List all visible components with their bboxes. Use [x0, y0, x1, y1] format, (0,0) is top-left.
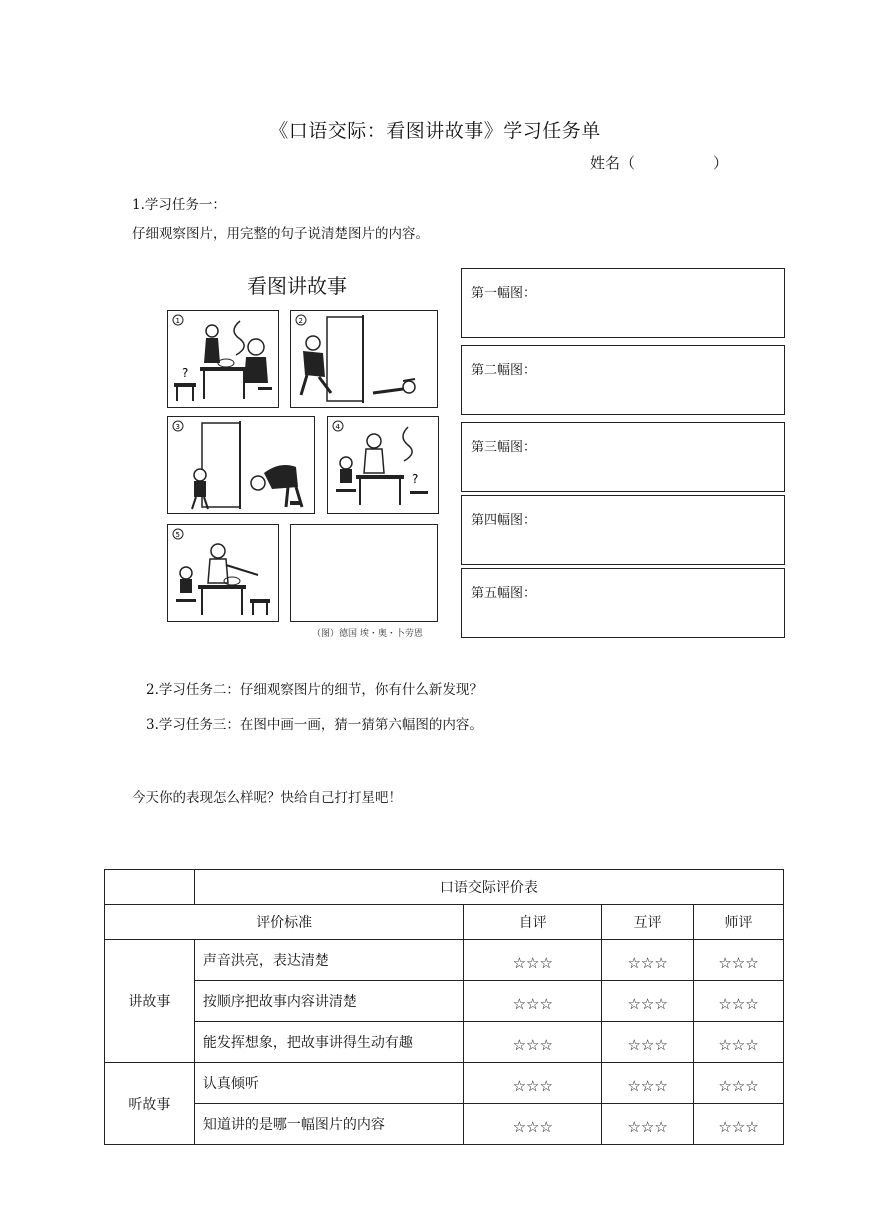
- comic-panel-5-drawing: [168, 525, 278, 621]
- star-rating-self[interactable]: ☆☆☆: [464, 1063, 602, 1104]
- star-rating-teacher[interactable]: ☆☆☆: [694, 1104, 784, 1145]
- comic-panel-5: [167, 524, 279, 622]
- comic-panel-1-drawing: [168, 311, 278, 407]
- table-row: [105, 1022, 784, 1063]
- answer-box-5-label: 第五幅图：: [471, 586, 537, 601]
- star-rating-peer[interactable]: ☆☆☆: [602, 940, 694, 981]
- task3-text: 3.学习任务三：在图中画一画，猜一猜第六幅图的内容。: [146, 717, 483, 733]
- answer-box-2-label: 第二幅图：: [471, 363, 537, 378]
- table-row: [105, 981, 784, 1022]
- star-rating-teacher[interactable]: ☆☆☆: [694, 981, 784, 1022]
- answer-box-3-label: 第三幅图：: [471, 440, 537, 455]
- col-header-teacher: 师评: [694, 905, 784, 940]
- svg-text:?: ?: [182, 366, 189, 380]
- star-rating-self[interactable]: ☆☆☆: [464, 1104, 602, 1145]
- criterion: 认真倾听: [194, 1063, 464, 1104]
- page-title: 《口语交际：看图讲故事》学习任务单: [269, 120, 601, 142]
- star-rating-self[interactable]: ☆☆☆: [464, 1022, 602, 1063]
- star-rating-peer[interactable]: ☆☆☆: [602, 1022, 694, 1063]
- star-rating-peer[interactable]: ☆☆☆: [602, 981, 694, 1022]
- criterion: 知道讲的是哪一幅图片的内容: [194, 1104, 464, 1145]
- name-field[interactable]: [590, 152, 728, 173]
- name-close: ）: [713, 154, 729, 172]
- comic-panel-4-drawing: [328, 417, 438, 513]
- table-row: [105, 940, 784, 981]
- table-row: [105, 1104, 784, 1145]
- criterion: 按顺序把故事内容讲清楚: [194, 981, 464, 1022]
- comic-panel-2: [290, 310, 438, 408]
- answer-box-1[interactable]: [461, 268, 785, 338]
- star-rating-self[interactable]: ☆☆☆: [464, 940, 602, 981]
- panel-number-3: 3: [175, 423, 180, 431]
- table-caption: 口语交际评价表: [194, 870, 783, 905]
- panel-number-1: 1: [175, 317, 180, 325]
- answer-box-5[interactable]: [461, 568, 785, 638]
- col-header-self: 自评: [464, 905, 602, 940]
- answer-box-2[interactable]: [461, 345, 785, 415]
- comic-panel-6-blank[interactable]: [290, 524, 438, 622]
- star-rating-teacher[interactable]: ☆☆☆: [694, 940, 784, 981]
- comic-title: 看图讲故事: [247, 274, 347, 298]
- star-rating-peer[interactable]: ☆☆☆: [602, 1063, 694, 1104]
- table-corner-cell: [105, 870, 195, 905]
- criterion: 声音洪亮，表达清楚: [194, 940, 464, 981]
- comic-panel-4: [327, 416, 439, 514]
- evaluation-table: [104, 869, 784, 1145]
- group-label-listening: 听故事: [105, 1063, 195, 1145]
- group-label-telling: 讲故事: [105, 940, 195, 1063]
- star-rating-teacher[interactable]: ☆☆☆: [694, 1063, 784, 1104]
- comic-panel-3: [167, 416, 315, 514]
- criterion: 能发挥想象，把故事讲得生动有趣: [194, 1022, 464, 1063]
- star-rating-self[interactable]: ☆☆☆: [464, 981, 602, 1022]
- panel-number-5: 5: [175, 531, 180, 539]
- comic-strip: [160, 262, 442, 642]
- task1-instruction: 仔细观察图片，用完整的句子说清楚图片的内容。: [132, 226, 429, 242]
- col-header-peer: 互评: [602, 905, 694, 940]
- table-row: [105, 1063, 784, 1104]
- answer-box-3[interactable]: [461, 422, 785, 492]
- svg-text:?: ?: [412, 472, 419, 486]
- task1-heading: 1.学习任务一：: [132, 197, 226, 213]
- self-rating-prompt: 今天你的表现怎么样呢？快给自己打打星吧！: [132, 790, 402, 806]
- answer-box-4-label: 第四幅图：: [471, 513, 537, 528]
- panel-number-2: 2: [298, 317, 303, 325]
- comic-panel-1: [167, 310, 279, 408]
- answer-box-4[interactable]: [461, 495, 785, 565]
- name-label: 姓名（: [590, 154, 636, 172]
- panel-number-4: 4: [335, 423, 340, 431]
- comic-panel-2-drawing: [291, 311, 437, 407]
- task2-text: 2.学习任务二：仔细观察图片的细节，你有什么新发现？: [146, 682, 483, 698]
- star-rating-peer[interactable]: ☆☆☆: [602, 1104, 694, 1145]
- comic-panel-3-drawing: [168, 417, 314, 513]
- star-rating-teacher[interactable]: ☆☆☆: [694, 1022, 784, 1063]
- comic-credit: （图）德国 埃・奥・卜劳恩: [312, 629, 423, 639]
- answer-box-1-label: 第一幅图：: [471, 286, 537, 301]
- criteria-header: 评价标准: [105, 905, 464, 940]
